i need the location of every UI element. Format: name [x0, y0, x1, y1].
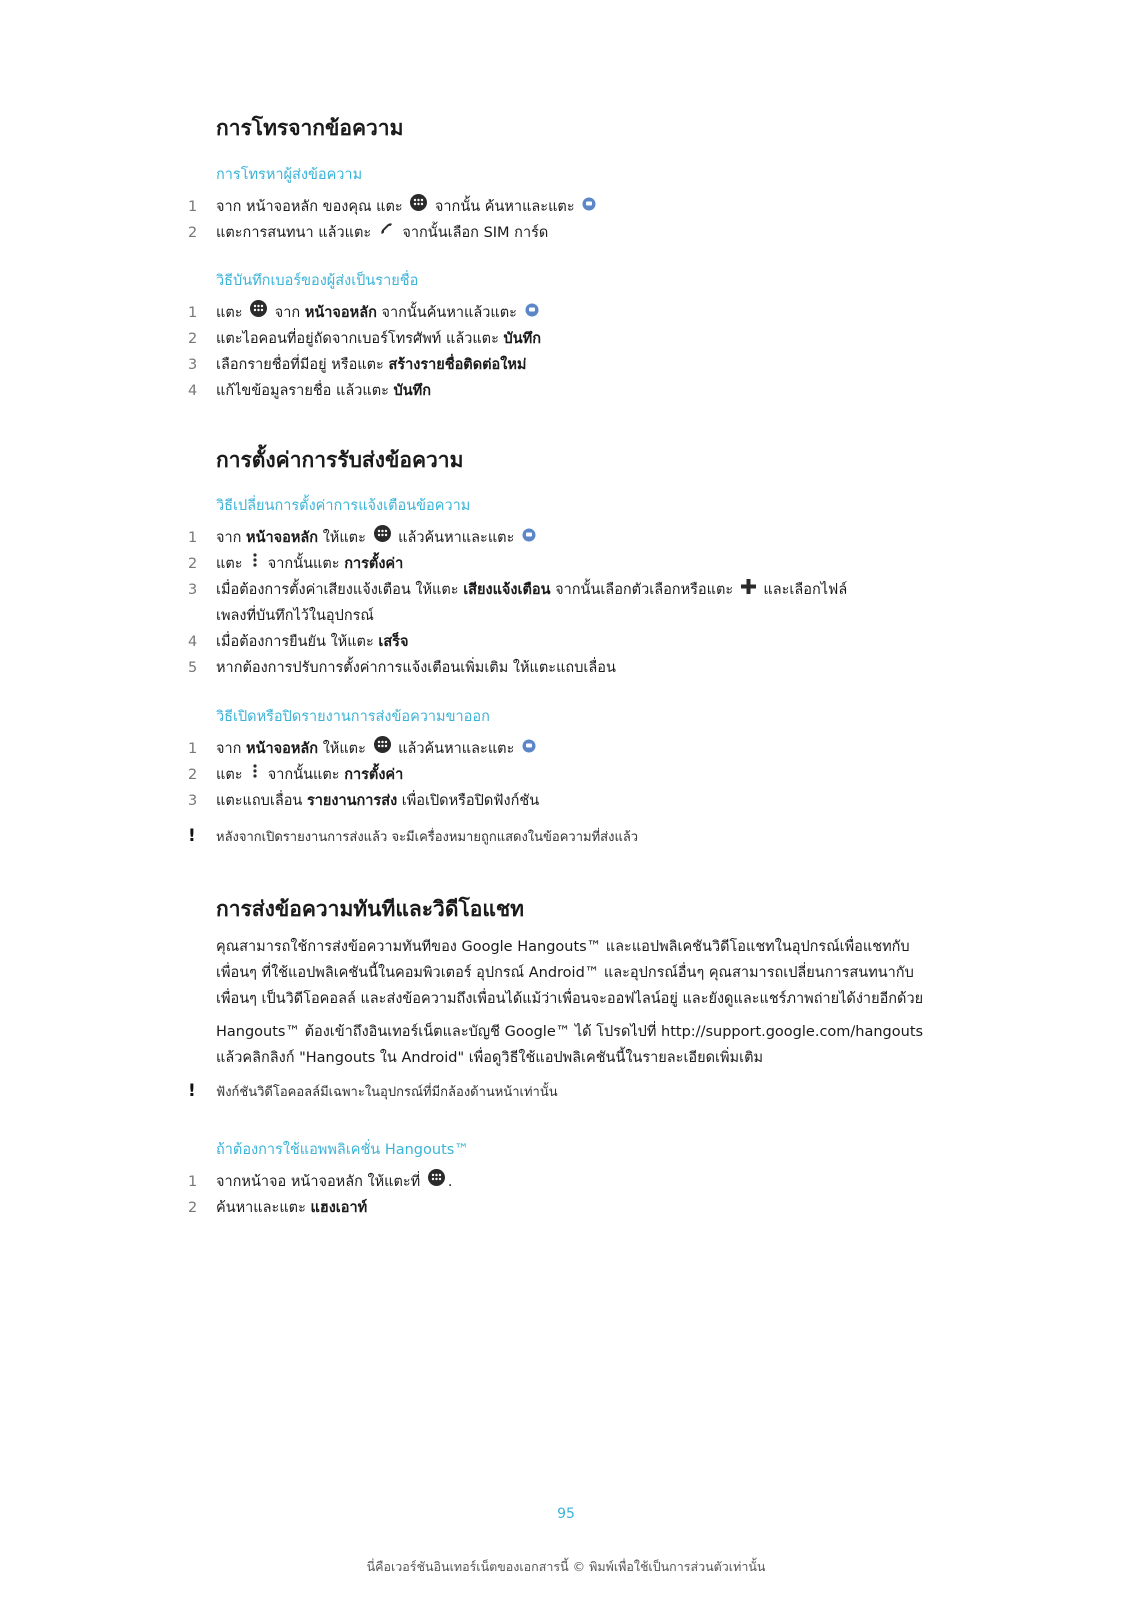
subsection-title-save-sender: วิธีบันทึกเบอร์ของผู้ส่งเป็นรายชื่อ	[216, 273, 419, 289]
note	[188, 826, 638, 847]
step-number: 4	[188, 383, 198, 399]
step-number: 2	[188, 331, 198, 347]
step-number: 3	[188, 582, 198, 598]
step-text: เลือกรายชื่อที่มีอยู่ หรือแตะ	[216, 357, 384, 373]
apps-grid-icon	[374, 525, 391, 551]
messaging-app-icon	[525, 300, 539, 326]
step-bold-text: เสียงแจ้งเตือน	[463, 582, 551, 598]
step-text: .	[447, 1174, 453, 1190]
note-text: หลังจากเปิดรายงานการส่งแล้ว จะมีเครื่องหมายถูกแสดงในข้อความที่ส่งแล้ว	[216, 830, 639, 845]
section-title-messaging-settings: การตั้งค่าการรับส่งข้อความ	[216, 448, 464, 472]
messaging-app-icon	[582, 194, 596, 220]
note	[188, 1081, 558, 1102]
step-text: เมื่อต้องการตั้งค่าเสียงแจ้งเตือน ให้แตะ	[216, 582, 459, 598]
step-text: จากนั้นค้นหาแล้วแตะ	[381, 305, 517, 321]
step-text: จากนั้นเลือก SIM การ์ด	[402, 225, 549, 241]
paragraph: คุณสามารถใช้การส่งข้อความทันทีของ Google Hangouts™ และแอปพลิเคชันวิดีโอแชทในอุปกรณ์เพื่อแชทกับเพื่อนๆ ที่ใช้แอปพลิเคชันนี้ในคอมพิวเตอร์ อุปกรณ์ Android™ และอุปกรณ์อื่นๆ คุณสามารถเปลี่ยนการสนทนากับเพื่อนๆ เป็นวิดีโอคอลล์ และส่งข้อความถึงเพื่อนได้แม้ว่าเพื่อนจะออฟไลน์อยู่ และยังดูและแชร์ภาพถ่ายได้ง่ายอีกด้วย	[216, 939, 924, 1007]
step-text: จาก	[216, 530, 242, 546]
step-number: 5	[188, 660, 198, 676]
step-text: จากนั้นเลือกตัวเลือกหรือแตะ	[555, 582, 734, 598]
list-item	[188, 220, 548, 246]
note-text: ฟังก์ชันวิดีโอคอลล์มีเฉพาะในอุปกรณ์ที่มีกล้องด้านหน้าเท่านั้น	[216, 1085, 558, 1100]
step-text: เมื่อต้องการยืนยัน ให้แตะ	[216, 634, 374, 650]
apps-grid-icon	[410, 194, 427, 220]
step-number: 2	[188, 225, 198, 241]
step-text: ให้แตะ	[322, 741, 366, 757]
step-number: 3	[188, 793, 198, 809]
exclamation-icon: !	[188, 1081, 196, 1101]
step-text: หากต้องการปรับการตั้งค่าการแจ้งเตือนเพิ่มเติม ให้แตะแถบเลื่อน	[216, 660, 616, 676]
step-text: แตะการสนทนา แล้วแตะ	[216, 225, 372, 241]
section-title-instant-messaging: การส่งข้อความทันทีและวิดีโอแชท	[216, 897, 524, 921]
apps-grid-icon	[250, 300, 267, 326]
list-item	[188, 1195, 367, 1221]
subsection-title-call-sender: การโทรหาผู้ส่งข้อความ	[216, 167, 363, 183]
list-item	[188, 378, 431, 404]
step-text: แตะแถบเลื่อน	[216, 793, 303, 809]
step-number: 4	[188, 634, 198, 650]
exclamation-icon: !	[188, 826, 196, 846]
step-number: 1	[188, 199, 198, 215]
phone-icon	[379, 220, 395, 246]
list-item	[188, 1169, 452, 1195]
list-item	[188, 788, 539, 814]
step-bold-text: หน้าจอหลัก	[246, 741, 319, 757]
step-number: 3	[188, 357, 198, 373]
step-number: 2	[188, 1200, 198, 1216]
step-text: แตะ	[216, 767, 243, 783]
step-number: 2	[188, 767, 198, 783]
paragraph: Hangouts™ ต้องเข้าถึงอินเทอร์เน็ตและบัญชี Google™ ได้ โปรดไปที่ http://support.google.com/hangouts แล้วคลิกลิงก์ "Hangouts ใน Android" เพื่อดูวิธีใช้แอปพลิเคชันนี้ในรายละเอียดเพิ่มเติม	[216, 1024, 924, 1066]
list-item	[188, 577, 847, 629]
step-number: 1	[188, 741, 198, 757]
step-text: แตะ	[216, 305, 243, 321]
step-number: 1	[188, 1174, 198, 1190]
list-item	[188, 525, 539, 551]
step-text: จากนั้น ค้นหาและแตะ	[434, 199, 575, 215]
more-options-icon	[250, 551, 260, 577]
step-bold-text: บันทึก	[393, 383, 431, 399]
subsection-title-notification-settings: วิธีเปลี่ยนการตั้งค่าการแจ้งเตือนข้อความ	[216, 498, 471, 514]
step-text: ให้แตะ	[322, 530, 366, 546]
messaging-app-icon	[522, 736, 536, 762]
step-bold-text: สร้างรายชื่อติดต่อใหม่	[388, 357, 527, 373]
step-number: 2	[188, 556, 198, 572]
page-number: 95	[557, 1506, 575, 1522]
list-item	[188, 629, 408, 655]
plus-icon	[741, 577, 756, 603]
step-text: แก้ไขข้อมูลรายชื่อ แล้วแตะ	[216, 383, 389, 399]
step-text: เพื่อเปิดหรือปิดฟังก์ชัน	[401, 793, 540, 809]
messaging-app-icon	[522, 525, 536, 551]
step-text: จากนั้นแตะ	[267, 556, 340, 572]
step-text: แตะ	[216, 556, 243, 572]
step-text: ค้นหาและแตะ	[216, 1200, 306, 1216]
list-item	[188, 194, 599, 220]
step-bold-text: เสร็จ	[378, 634, 409, 650]
step-number: 1	[188, 305, 198, 321]
list-item	[188, 326, 541, 352]
step-text: แตะไอคอนที่อยู่ถัดจากเบอร์โทรศัพท์ แล้วแตะ	[216, 331, 499, 347]
step-text-continued: เพลงที่บันทึกไว้ในอุปกรณ์	[216, 608, 374, 624]
step-bold-text: หน้าจอหลัก	[304, 305, 377, 321]
apps-grid-icon	[428, 1169, 445, 1195]
step-number: 1	[188, 530, 198, 546]
step-text: จาก หน้าจอหลัก ของคุณ แตะ	[216, 199, 403, 215]
step-bold-text: การตั้งค่า	[344, 556, 404, 572]
step-bold-text: บันทึก	[503, 331, 541, 347]
subsection-title-use-hangouts: ถ้าต้องการใช้แอพพลิเคชั่น Hangouts™	[216, 1142, 469, 1158]
apps-grid-icon	[374, 736, 391, 762]
section-title-call-from-message: การโทรจากข้อความ	[216, 116, 404, 140]
list-item	[188, 551, 403, 577]
more-options-icon	[250, 762, 260, 788]
step-text: และเลือกไฟล์	[763, 582, 848, 598]
step-bold-text: หน้าจอหลัก	[246, 530, 319, 546]
footer-text: นี่คือเวอร์ชันอินเทอร์เน็ตของเอกสารนี้ © พิมพ์เพื่อใช้เป็นการส่วนตัวเท่านั้น	[366, 1559, 766, 1574]
step-bold-text: การตั้งค่า	[344, 767, 404, 783]
step-text: จากนั้นแตะ	[267, 767, 340, 783]
subsection-title-delivery-reports: วิธีเปิดหรือปิดรายงานการส่งข้อความขาออก	[216, 709, 490, 725]
step-bold-text: รายงานการส่ง	[306, 793, 398, 809]
step-bold-text: แฮงเอาท์	[310, 1200, 368, 1216]
step-text: จาก	[274, 305, 301, 321]
list-item	[188, 736, 539, 762]
list-item	[188, 352, 526, 378]
step-text: แล้วค้นหาและแตะ	[398, 530, 515, 546]
list-item	[188, 762, 403, 788]
list-item	[188, 655, 616, 681]
step-text: จาก	[216, 741, 242, 757]
step-text: จากหน้าจอ หน้าจอหลัก ให้แตะที่	[216, 1174, 421, 1190]
list-item	[188, 300, 542, 326]
step-text: แล้วค้นหาและแตะ	[398, 741, 515, 757]
